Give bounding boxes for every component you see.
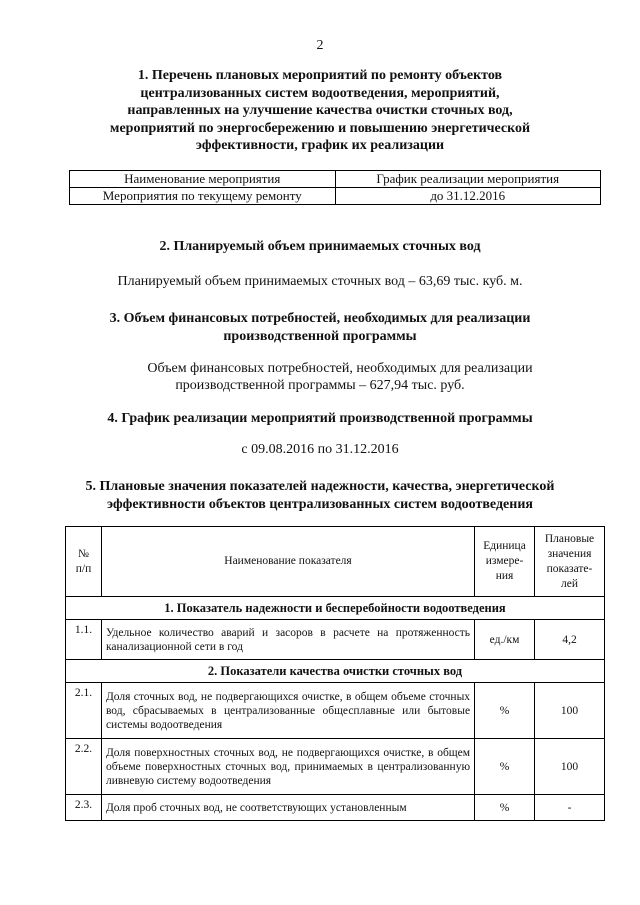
activities-table (69, 170, 601, 205)
table-row (66, 620, 605, 660)
section-2-text: Планируемый объем принимаемых сточных вод – 63,69 тыс. куб. м. (117, 274, 523, 289)
cell-value: 100 (535, 683, 605, 739)
cell-unit: % (475, 683, 535, 739)
cell-num: 2.3. (66, 795, 102, 821)
cell-value: 4,2 (535, 620, 605, 660)
section-3-title-line: производственной программы (223, 328, 417, 344)
cell-activity-name: Мероприятия по текущему ремонту (70, 188, 336, 205)
section-3-text-line: производственной программы – 627,94 тыс. руб. (175, 378, 465, 393)
section-1-title-line: мероприятий по энергосбережению и повышению энергетической (109, 120, 531, 136)
section-1-title (60, 67, 580, 155)
group-treatment-quality: 2. Показатели качества очистки сточных вод (66, 660, 605, 683)
cell-value: - (535, 795, 605, 821)
group-reliability: 1. Показатель надежности и бесперебойности водоотведения (66, 597, 605, 620)
cell-indicator-name: Удельное количество аварий и засоров в расчете на протяженность канализационной сети в год (101, 620, 474, 660)
section-3-text (60, 360, 580, 394)
cell-value: 100 (535, 739, 605, 795)
cell-indicator-name: Доля поверхностных сточных вод, не подвергающихся очистке, в общем объеме поверхностных сточных вод, принимаемых в централизованную ливневую систему водоотведения (101, 739, 474, 795)
cell-num: 2.1. (66, 683, 102, 739)
table-row (66, 683, 605, 739)
section-1-title-line: эффективности, график их реализации (195, 138, 445, 153)
cell-unit: % (475, 739, 535, 795)
table-row (66, 739, 605, 795)
table-header-row (70, 171, 601, 188)
section-5-title-line: 5. Плановые значения показателей надежности, качества, энергетической (85, 479, 555, 494)
header-num: № п/п (66, 527, 102, 597)
section-5-title-line: эффективности объектов централизованных систем водоотведения (107, 496, 533, 512)
section-4-title: 4. График реализации мероприятий производственной программы (107, 411, 533, 426)
header-planned-value: Плановые значения показате- лей (535, 527, 605, 597)
cell-unit: ед./км (475, 620, 535, 660)
header-unit: Единица измере- ния (475, 527, 535, 597)
cell-schedule: до 31.12.2016 (335, 188, 601, 205)
header-indicator-name: Наименование показателя (101, 527, 474, 597)
cell-indicator-name: Доля сточных вод, не подвергающихся очистке, в общем объеме сточных вод, сбрасываемых в централизованные общесплавные или бытовые системы водоотведения (101, 683, 474, 739)
cell-num: 1.1. (66, 620, 102, 660)
section-3-title (60, 310, 580, 345)
section-3-text-line: Объем финансовых потребностей, необходимых для реализации (147, 361, 533, 376)
section-2-title: 2. Планируемый объем принимаемых сточных вод (159, 239, 481, 254)
table-group-row (66, 597, 605, 620)
page-number: 2 (316, 38, 324, 53)
table-row (70, 188, 601, 205)
table-header-row (66, 527, 605, 597)
section-4-text: с 09.08.2016 по 31.12.2016 (241, 442, 399, 457)
table-group-row (66, 660, 605, 683)
section-1-title-line: 1. Перечень плановых мероприятий по ремонту объектов (137, 68, 503, 83)
cell-num: 2.2. (66, 739, 102, 795)
indicators-table (65, 526, 605, 821)
table-row (66, 795, 605, 821)
cell-indicator-name: Доля проб сточных вод, не соответствующих установленным (101, 795, 474, 821)
section-3-title-line: 3. Объем финансовых потребностей, необходимых для реализации (109, 311, 531, 326)
cell-unit: % (475, 795, 535, 821)
section-1-title-line: централизованных систем водоотведения, мероприятий, (140, 85, 500, 101)
header-schedule: График реализации мероприятия (335, 171, 601, 188)
section-5-title (40, 478, 600, 513)
section-1-title-line: направленных на улучшение качества очистки сточных вод, (127, 103, 513, 118)
header-activity-name: Наименование мероприятия (70, 171, 336, 188)
